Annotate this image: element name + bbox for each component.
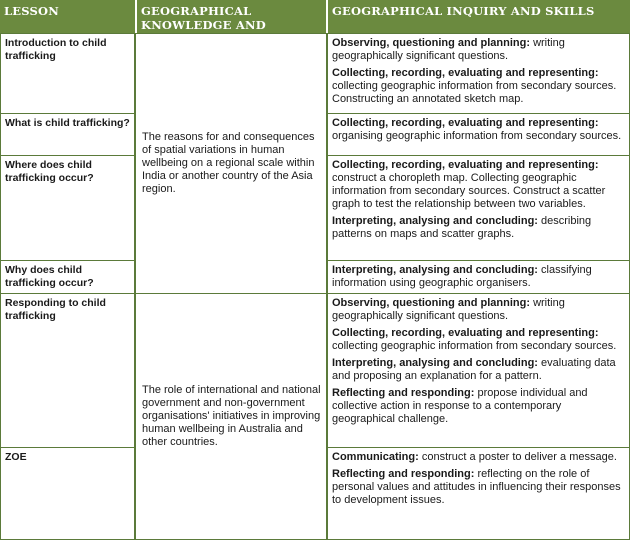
skill-item: Reflecting and responding: propose individual and collective action in response to a contemporary geographical challenge. xyxy=(332,387,588,425)
column-divider xyxy=(134,33,136,540)
skill-item: Communicating: construct a poster to deliver a message. xyxy=(332,451,617,463)
skill-item: Interpreting, analysing and concluding: evaluating data and proposing an explanation for a pattern. xyxy=(332,357,616,382)
skill-item: Collecting, recording, evaluating and representing: collecting geographic information from secondary sources. xyxy=(332,327,617,352)
skills-cell-intro xyxy=(327,33,630,114)
skill-item: Collecting, recording, evaluating and representing: collecting geographic information from secondary sources. Constructing an annotated sketch map. xyxy=(332,67,617,105)
header-knowledge: GEOGRAPHICAL KNOWLEDGE AND UNDERSTANDING xyxy=(137,0,326,33)
skill-item: Observing, questioning and planning: writing geographically significant questions. xyxy=(332,297,565,322)
knowledge-cell-2 xyxy=(135,293,328,540)
skill-item: Observing, questioning and planning: writing geographically significant questions. xyxy=(332,37,565,62)
header-skills: GEOGRAPHICAL INQUIRY AND SKILLS xyxy=(328,0,630,33)
lesson-cell-intro: Introduction to child trafficking xyxy=(0,33,136,114)
knowledge-cell-1 xyxy=(135,33,328,294)
lesson-cell-why: Why does child trafficking occur? xyxy=(0,260,136,294)
header-lesson: LESSON xyxy=(0,0,135,33)
knowledge-text-1: The reasons for and consequences of spatial variations in human wellbeing on a regional scale within India or another country of the Asia region. xyxy=(142,131,315,195)
lesson-cell-where: Where does child trafficking occur? xyxy=(0,155,136,261)
skills-cell-where xyxy=(327,155,630,261)
skill-item: Interpreting, analysing and concluding: classifying information using geographic organisers. xyxy=(332,264,592,289)
skills-cell-zoe xyxy=(327,447,630,540)
column-divider xyxy=(326,33,328,540)
skill-item: Reflecting and responding: reflecting on the role of personal values and attitudes in influencing their responses to development issues. xyxy=(332,468,621,506)
lesson-cell-what: What is child trafficking? xyxy=(0,113,136,156)
lesson-cell-zoe: ZOE xyxy=(0,447,136,540)
skills-cell-what xyxy=(327,113,630,156)
skill-item: Collecting, recording, evaluating and representing: construct a choropleth map. Collecting geographic information from secondary sources. Construct a scatter graph to test the relationship between two variables. xyxy=(332,159,606,210)
skills-cell-responding xyxy=(327,293,630,448)
skill-item: Interpreting, analysing and concluding: describing patterns on maps and scatter graphs. xyxy=(332,215,592,240)
skills-cell-why xyxy=(327,260,630,294)
lesson-cell-responding: Responding to child trafficking xyxy=(0,293,136,448)
skill-item: Collecting, recording, evaluating and representing: organising geographic information from secondary sources. xyxy=(332,117,622,142)
knowledge-text-2: The role of international and national government and non-government organisations' initiatives in improving human wellbeing in Australia and other countries. xyxy=(142,384,321,448)
